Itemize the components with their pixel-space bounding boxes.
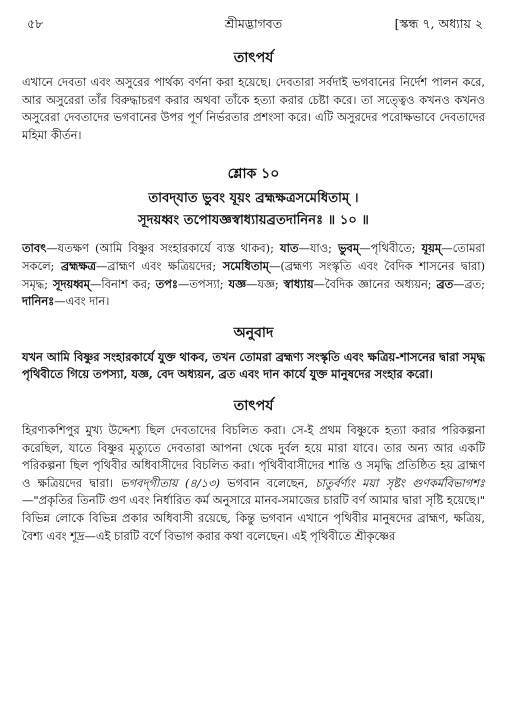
synonym-meaning: —তপস্যা; bbox=[178, 276, 224, 291]
synonym-term: তাবৎ bbox=[22, 241, 47, 256]
verse-line-2: সূদয়ধ্বং তপোযজ্ঞস্বাধ্যায়ব্রতদানিনঃ ॥ ১০ ॥ bbox=[137, 213, 370, 229]
gita-citation: ভগবদ্‌গীতায় (৪/১৩) bbox=[120, 475, 220, 490]
synonym-term: সমেধিতাম্‌ bbox=[222, 258, 269, 273]
synonym-term: সূদয়ধ্বম্‌ bbox=[52, 276, 90, 291]
synonym-term: ভুবম্‌ bbox=[338, 241, 360, 256]
translation-paragraph: যখন আমি বিষ্ণুর সংহারকার্যে যুক্ত থাকব, তখন তোমরা ব্রহ্মণ্য সংস্কৃতি এবং ক্ষত্রিয়-শাসনের দ্বারা সমৃদ্ধ পৃথিবীতে গিয়ে তপস্যা, যজ্ঞ, বেদ অধ্যয়ন, ব্রত এবং দান কার্যে যুক্ত মানুষদের সংহার করো। bbox=[22, 349, 485, 382]
synonym-meaning: —ব্রাহ্মণ এবং ক্ষত্রিয়দের; bbox=[95, 258, 217, 273]
book-title: শ্রীমদ্ভাগবত bbox=[224, 16, 283, 31]
synonym-meaning: —(ব্রহ্মণ্য সংস্কৃতি এবং বৈদিক শাসনের দ্বারা) সমৃদ্ধ; bbox=[22, 258, 486, 291]
purport-text-c: —"প্রকৃতির তিনটি গুণ এবং নির্ধারিত কর্ম অনুসারে মানব-সমাজের চারটি বর্ণ আমার দ্বারা সৃষ্টি হয়েছে।" বিভিন্ন লোকে বিভিন্ন প্রকার অধিবাসী রয়েছে, কিন্তু ভগবান এখানে পৃথিবীর মানুষদের ব্রাহ্মণ, ক্ষত্রিয়, বৈশ্য এবং শূদ্র—এই চারটি বর্ণে বিভাগ করার কথা বলেছেন। এই পৃথিবীতে শ্রীকৃষ্ণের bbox=[22, 493, 485, 543]
synonym-term: যূয়ম্‌ bbox=[421, 241, 442, 256]
purport-paragraph: এখানে দেবতা এবং অসুরের পার্থক্য বর্ণনা করা হয়েছে। দেবতারা সর্বদাই ভগবানের নির্দেশ পালন করে, আর অসুরেরা তাঁর বিরুদ্ধাচরণ করার অথবা তাঁকে হত্যা করার চেষ্টা করে। তা সত্ত্বেও কখনও কখনও অসুরেরা দেবতাদের ভগবানের উপর পূর্ণ নির্ভরতার প্রশংসা করে। এটি অসুরদের পরোক্ষভাবে দেবতাদের মহিমা কীর্তন। bbox=[22, 75, 485, 142]
purport-text-a: হিরণ্যকশিপুর মুখ্য উদ্দেশ্য ছিল দেবতাদের বিচলিত করা। সে-ই প্রথম বিষ্ণুকে হত্যা করার পরিকল্পনা করেছিল, যাতে বিষ্ণুর মৃত্যুতে দেবতারা আপনা থেকে দুর্বল হয়ে মারা যাবে। তার অন্য আর একটি পরিকল্পনা ছিল পৃথিবীর অধিবাসীদের বিচলিত করা। পৃথিবীবাসীদের শান্তি ও সমৃদ্ধি প্রতিষ্ঠিত হয় ব্রাহ্মণ ও ক্ষত্রিয়দের দ্বারা। bbox=[22, 422, 485, 490]
translation-heading: অনুবাদ bbox=[233, 324, 274, 341]
purport-text-b: ভগবান বলেছেন, bbox=[219, 475, 316, 490]
synonym-term: দানিনঃ bbox=[22, 294, 55, 309]
synonym-meaning: —ব্রত; bbox=[453, 276, 486, 291]
synonym-term: স্বাধ্যায় bbox=[283, 276, 314, 291]
verse-line-1: তাবদ্‌যাত ভুবং যূয়ং ব্রহ্মক্ষত্রসমেধিতাম্‌ । bbox=[148, 191, 359, 207]
synonym-meaning: —যাও; bbox=[298, 241, 332, 256]
synonym-term: ব্রহ্মক্ষত্র bbox=[60, 258, 96, 273]
page-header bbox=[22, 10, 485, 36]
synonyms-paragraph bbox=[22, 240, 485, 310]
purport-heading-2: তাৎপর্য bbox=[233, 397, 274, 414]
purport-heading: তাৎপর্য bbox=[233, 50, 274, 66]
verse-heading: শ্লোক ১০ bbox=[227, 166, 280, 183]
synonym-meaning: —তোমরা সকলে; bbox=[22, 241, 485, 273]
synonym-meaning: —পৃথিবীতে; bbox=[359, 241, 416, 256]
synonym-meaning: —এবং দান। bbox=[54, 294, 110, 309]
synonym-term: ব্রত bbox=[436, 276, 454, 291]
chapter-reference: [স্কন্ধ ৭, অধ্যায় ২ bbox=[394, 16, 483, 31]
synonym-term: তপঃ bbox=[155, 276, 178, 291]
page-number: ৫৮ bbox=[27, 16, 44, 31]
synonym-term: যাত bbox=[280, 241, 299, 256]
sanskrit-quote: চাতুর্বর্ণ্যং ময়া সৃষ্টং গুণকর্মবিভাগশঃ bbox=[315, 475, 486, 490]
synonym-term: যজ্ঞ bbox=[228, 276, 246, 291]
synonym-meaning: —যজ্ঞ; bbox=[246, 276, 279, 291]
purport-paragraph-2 bbox=[22, 422, 485, 545]
synonym-meaning: —যতক্ষণ (আমি বিষ্ণুর সংহারকার্যে ব্যস্ত থাকব); bbox=[46, 241, 274, 256]
synonym-meaning: —বৈদিক জ্ঞানের অধ্যয়ন; bbox=[313, 276, 432, 291]
synonym-meaning: —বিনাশ কর; bbox=[89, 276, 151, 291]
